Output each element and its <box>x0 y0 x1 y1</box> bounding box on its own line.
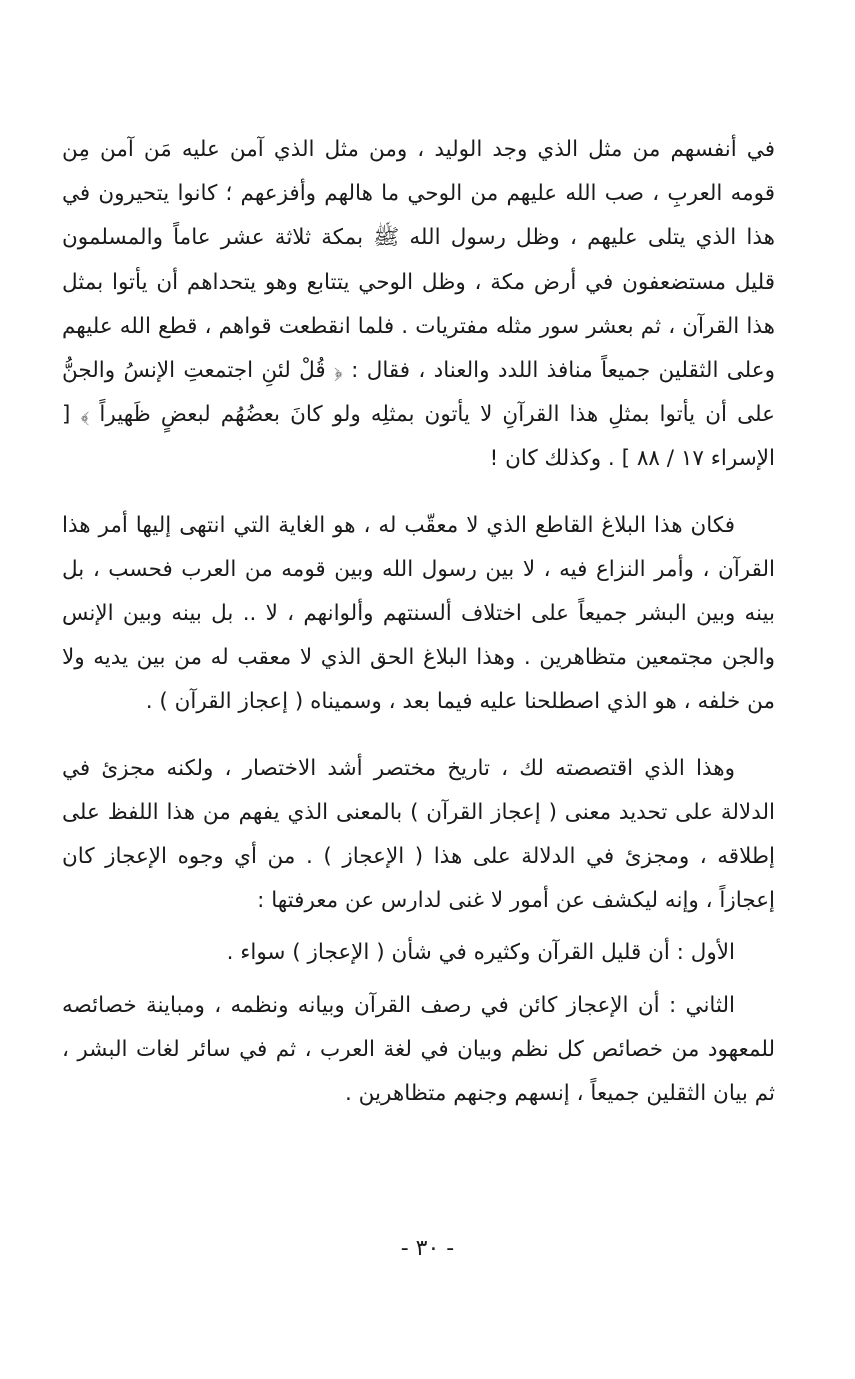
paragraph-continuation: في أنفسهم من مثل الذي وجد الوليد ، ومن مثل الذي آمن عليه مَن آمن مِن قومه العربِ ، صب الله عليهم من الوحي ما هالهم وأفزعهم ؛ كانوا يتحيرون في هذا الذي يتلى عليهم ، وظل رسول الله ﷺ بمكة ثلاثة عشر عاماً والمسلمون قليل مستضعفون في أرض مكة ، وظل الوحي يتتابع وهو يتحداهم أن يأتوا بمثل هذا القرآن ، ثم بعشر سور مثله مفتريات . فلما انقطعت قواهم ، قطع الله عليهم وعلى الثقلين جميعاً منافذ اللدد والعناد ، فقال : ﴿ قُلْ لئنِ اجتمعتِ الإنسُ والجنُّ على أن يأتوا بمثلِ هذا القرآنِ لا يأتون بمثلِه ولو كانَ بعضُهُم لبعضٍ ظَهيراً ﴾ [ الإسراء ١٧ / ٨٨ ] . وكذلك كان ! <box>62 137 775 472</box>
paragraph-final-proclamation: فكان هذا البلاغ القاطع الذي لا معقّب له ، هو الغاية التي انتهى إليها أمر هذا القرآن ، وأمر النزاع فيه ، لا بين رسول الله وبين قومه من العرب فحسب ، بل بينه وبين البشر جميعاً على اختلاف ألسنتهم وألوانهم ، لا .. بل بينه وبين الإنس والجن مجتمعين متظاهرين . وهذا البلاغ الحق الذي لا معقب له من بين يديه ولا من خلفه ، هو الذي اصطلحنا عليه فيما بعد ، وسميناه ( إعجاز القرآن ) . <box>62 512 775 715</box>
paragraph-second-point: الثاني : أن الإعجاز كائن في رصف القرآن وبيانه ونظمه ، ومباينة خصائصه للمعهود من خصائص كل نظم وبيان في لغة العرب ، ثم في سائر لغات البشر ، ثم بيان الثقلين جميعاً ، إنسهم وجنهم متظاهرين . <box>62 992 775 1107</box>
paragraph-summary: وهذا الذي اقتصصته لك ، تاريخ مختصر أشد الاختصار ، ولكنه مجزئ في الدلالة على تحديد معنى ( إعجاز القرآن ) بالمعنى الذي يفهم من هذا اللفظ على إطلاقه ، ومجزئ في الدلالة على هذا ( الإعجاز ) . من أي وجوه الإعجاز كان إعجازاً ، وإنه ليكشف عن أمور لا غنى لدارس عن معرفتها : <box>62 755 775 914</box>
body-text <box>62 128 775 1116</box>
paragraph-first-point: الأول : أن قليل القرآن وكثيره في شأن ( الإعجاز ) سواء . <box>226 940 735 966</box>
page-number: - ٣٠ - <box>400 1236 455 1261</box>
